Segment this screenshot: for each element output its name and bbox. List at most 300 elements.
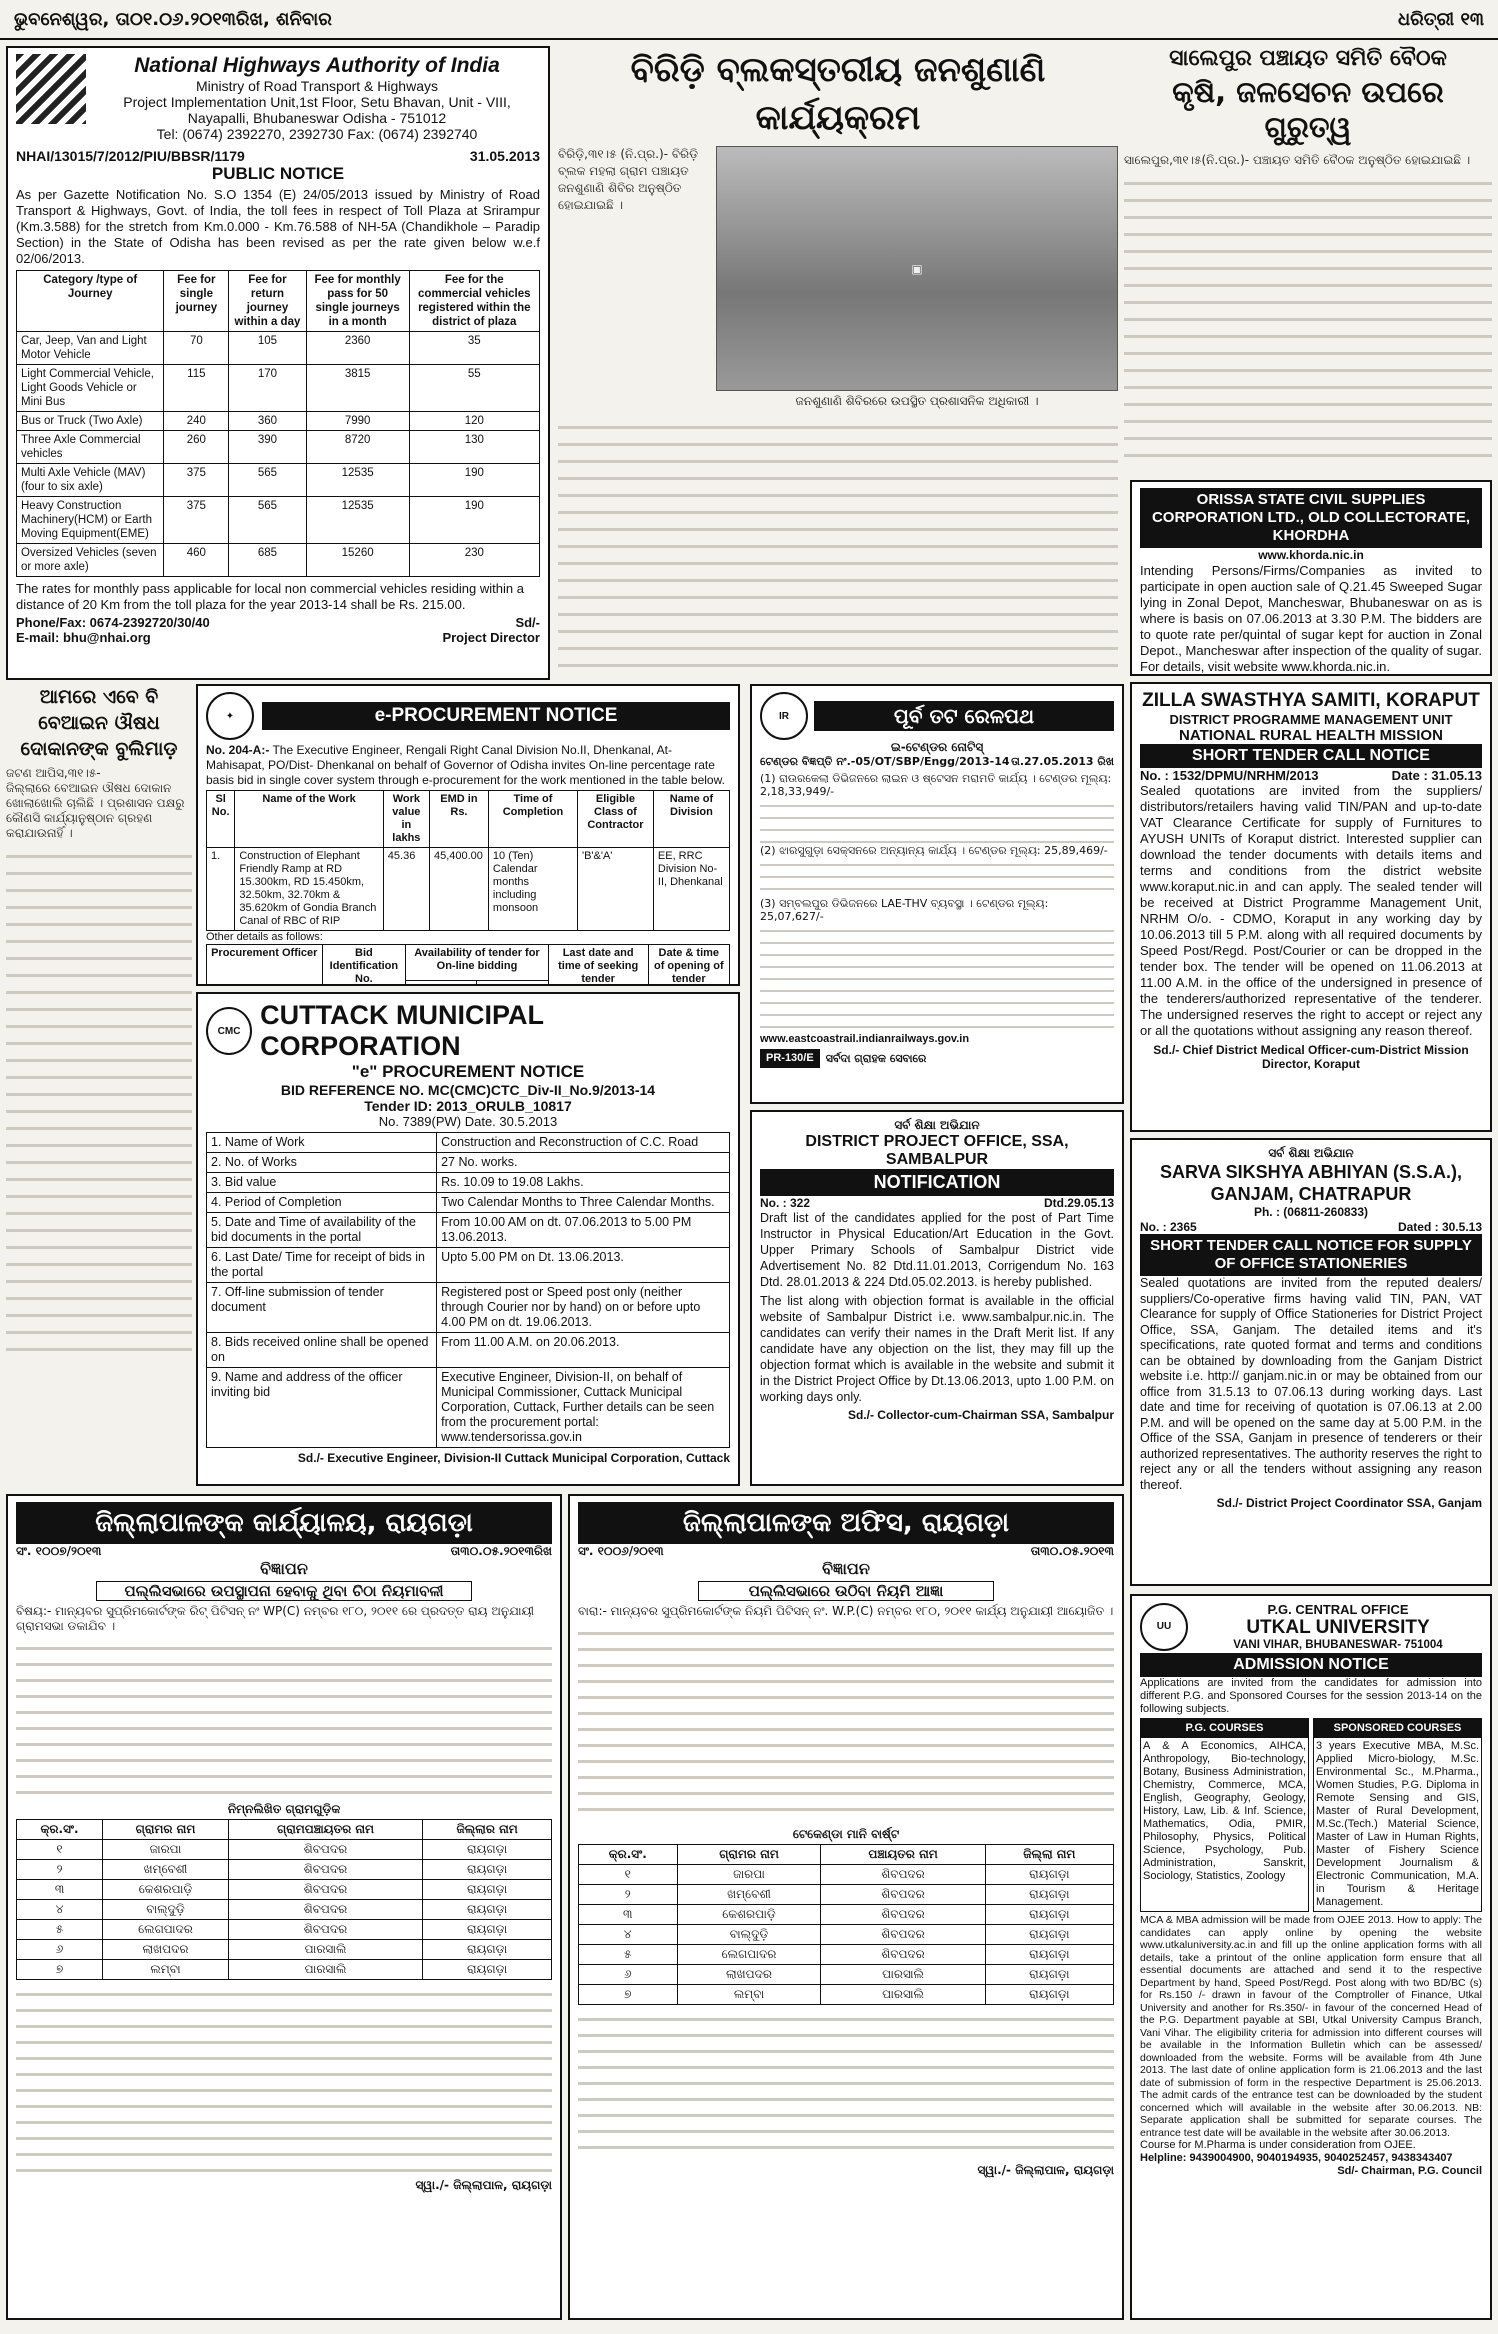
nhai-col-header: Fee for return journey within a day [229,271,306,332]
utkal-sign: Sd/- Chairman, P.G. Council [1337,2165,1482,2177]
nhai-notice [6,46,550,680]
railway-code: PR-130/E [760,1049,820,1068]
table-row [207,1248,730,1283]
table-cell: ୭ [17,1960,103,1980]
sambalpur-ref: No. : 322 [760,1196,811,1210]
drug-dateline: ଜଟଣ ଆପିସ,୩୧।୫- [6,766,101,780]
table-cell: 45.36 [383,848,429,931]
table-row [207,1173,730,1193]
collector-right-sign: ସ୍ୱା./- ଜିଲ୍ଲାପାଳ, ରାୟଗଡ଼ା [977,2163,1114,2177]
utkal-addr: VANI VIHAR, BHUBANESWAR- 751004 [1233,1639,1443,1651]
biridi-dateline: ବିରିଡ଼ି,୩୧।୫ (ନି.ପ୍ର.)- ବିରିଡ଼ି ବ୍ଲକ ମହଲା ଗ୍ରାମ ପଞ୍ଚାୟତ ଜନଶୁଣାଣି ଶିବିର ଅନୁଷ୍ଠିତ ହୋଇଯାଇଛି । [558,147,699,212]
collector-right-notice [568,1494,1124,2320]
village-col-header: କ୍ର.ସଂ. [17,1820,103,1840]
nhai-sign: Project Director [442,630,540,645]
table-cell: 565 [229,497,306,544]
utkal-logo-icon: UU [1140,1603,1188,1651]
table-cell: 8720 [306,431,409,464]
cmc-table [206,1132,730,1448]
nhai-sd: Sd/- [515,615,540,630]
drug-headline: ଆମରେ ଏବେ ବି ବେଆଇନ ଔଷଧ ଦୋକାନଙ୍କ ବୁଲିମାଡ଼ [20,686,178,760]
table-cell: Two Calendar Months to Three Calendar Months. [437,1193,730,1213]
ganjam-sign: Sd./- District Project Coordinator SSA, Ganjam [1216,1496,1482,1510]
cmc-sign: Sd./- Executive Engineer, Division-II Cuttack Municipal Corporation, Cuttack [297,1451,730,1465]
village-col-header: ଜିଲ୍ଲାର ନାମ [423,1820,552,1840]
table-cell: 2. No. of Works [207,1153,437,1173]
table-cell: ରାୟଗଡ଼ା [985,1985,1113,2005]
nhai-org: National Highways Authority of India [134,54,500,77]
collector-right-para: ବାରା:- ମାନ୍ୟବର ସୁପ୍ରିମକୋର୍ଟଙ୍କ ନିୟମି ପିଟିସନ୍ ନଂ. W.P.(C) ନମ୍ବର ୧୮୦, ୨୦୧୧ କାର୍ଯ୍ୟ ଅନୁଯାୟୀ ଆୟୋଜିତ । [578,1604,1114,1618]
table-cell: ଖମ୍ବେଶୀ [677,1885,821,1905]
eproc-body: The Executive Engineer, Rengali Right Canal Division No.II, Dhenkanal, At- Mahisapat, PO/Dist- Dhenkanal on behalf of Governor of Odisha invites On-line percentage rate basis bid in single cover system through e-procurement for the work mentioned in the table below. [206,743,725,787]
biridi-article [558,46,1118,668]
eproc-col-header: Time of Completion [488,791,577,848]
utkal-pg-head: P.G. COURSES [1141,1719,1308,1738]
table-cell: 2360 [306,332,409,365]
eproc-h2-to [477,981,548,986]
table-row [207,1368,730,1448]
table-cell: ୨ [17,1860,103,1880]
table-cell: 7. Off-line submission of tender document [207,1283,437,1333]
table-cell: 260 [164,431,229,464]
table-cell: 1. [207,848,235,931]
biridi-photo: ▣ [716,146,1118,391]
table-row [207,1333,730,1368]
railway-ref: ଟେଣ୍ଡର ବିଜ୍ଞପ୍ତି ନଂ.-05/OT/SBP/Engg/2013-14 [760,755,1010,768]
table-cell: 685 [229,544,306,577]
table-row [17,1840,552,1860]
collector-left-date: ତା୩୦.୦୫.୨୦୧୩ରିଖ [450,1544,552,1558]
table-cell: 3. Bid value [207,1173,437,1193]
utkal-notice-label: ADMISSION NOTICE [1140,1653,1482,1677]
table-cell: ବାଲ୍ଦୁଡ଼ି [677,1925,821,1945]
table-cell: ୪ [17,1900,103,1920]
collector-right-list-title: ଟେକେଣ୍ଡା ମାନି ବାର୍ଷ୍ଟ [792,1827,900,1841]
table-cell: Construction of Elephant Friendly Ramp at RD 15.300km, RD 15.450km, 32.50km, 32.70km & 35.620km of Gondia Branch Canal of RBC of RIP [235,848,383,931]
collector-left-sub: ପଲ୍ଲିସଭାରେ ଉପସ୍ଥାପନା ହେବାକୁ ଥିବା ଚିଠା ନିୟମାବଳୀ [96,1581,472,1601]
table-row [579,1965,1114,1985]
table-cell: ରାୟଗଡ଼ା [423,1880,552,1900]
eproc-other: Other details as follows: [206,931,323,943]
table-cell: Registered post or Speed post only (neither through Courier nor by hand) on or before upto 4.00 PM on dt. 19.06.2013. [437,1283,730,1333]
ganjam-notice [1130,1138,1492,1586]
sambalpur-date: Dtd.29.05.13 [1043,1196,1114,1210]
table-cell: 230 [409,544,539,577]
table-cell: 9. Name and address of the officer inviting bid [207,1368,437,1448]
table-cell: 1. Name of Work [207,1133,437,1153]
eproc-h2-0: Procurement Officer [207,945,323,987]
collector-left-ref: ସଂ. ୧୦୦୭/୨୦୧୩ [16,1544,102,1558]
odisha-emblem-icon: ✦ [206,692,254,740]
utkal-pg: A & A Economics, AIHCA, Anthropology, Bio-technology, Botany, Business Administration, Chemistry, Commerce, MCA, English, Geography, Geology, History, Law, Lib. & Inf. Science, Mathematics, Odia, PMIR, Philosophy, Physics, Political Science, Psychology, Pub. Administration, Sanskrit, Sociology, Statistics, Zoology [1143,1740,1306,1882]
salepur-kicker: ସାଲେପୁର ପଞ୍ଚାୟତ ସମିତି ବୈଠକ [1169,46,1447,71]
table-cell: 3815 [306,365,409,412]
oscsc-site: www.khorda.nic.in [1258,548,1364,562]
table-cell: ଖମ୍ବେଶୀ [103,1860,229,1880]
ganjam-ref: No. : 2365 [1140,1220,1197,1234]
table-cell: ରାୟଗଡ଼ା [423,1840,552,1860]
nhai-unit: Project Implementation Unit,1st Floor, Setu Bhavan, Unit - VIII, [123,94,511,110]
table-cell: Upto 5.00 PM on Dt. 13.06.2013. [437,1248,730,1283]
utkal-sp-head: SPONSORED COURSES [1314,1719,1481,1738]
ganjam-date: Dated : 30.5.13 [1397,1220,1482,1234]
koraput-title: ZILLA SWASTHYA SAMITI, KORAPUT [1142,690,1480,711]
sambalpur-title: DISTRICT PROJECT OFFICE, SSA, SAMBALPUR [805,1133,1069,1168]
nhai-col-header: Fee for monthly pass for 50 single journeys in a month [306,271,409,332]
biridi-caption: ଜନଶୁଣାଣି ଶିବିରରେ ଉପସ୍ଥିତ ପ୍ରଶାସନିକ ଅଧିକାରୀ । [795,394,1039,408]
village-col-header: ଗ୍ରାମପଞ୍ଚାୟତର ନାମ [228,1820,422,1840]
koraput-body: Sealed quotations are invited from the suppliers/ distributors/retailers having valid TIN/PAN and up-to-date VAT Clearance Certificate for supply of Furnitures to AYUSH UNITs of Koraput district. Interested supplier can download the tender documents with details items and terms and conditions from the district website www.koraput.nic.in and can apply. The sealed tender will be received at District Programme Management Unit, NRHM O/o. - CDMO, Koraput in any working day by 10.06.2013 till 5 P.M. along with all required documents by Speed Post/Regd. Post/Courier or can be dropped in the tender box. The tender will be opened on 11.06.2013 at 11.00 A.M. in the office of the undersigned in presence of the tenderers/authorized representative of the tenderer. The undersigned reserves the right to accept or reject any or all the quotations without assigning any reason thereof. [1140,783,1482,1038]
village-col-header: କ୍ର.ସଂ. [579,1845,678,1865]
table-cell: ରାୟଗଡ଼ା [423,1860,552,1880]
table-row [17,464,540,497]
salepur-dateline: ସାଲେପୁର,୩୧।୫(ନି.ପ୍ର.)- ପଞ୍ଚାୟତ ସମିତି ବୈଠକ ଅନୁଷ୍ଠିତ ହୋଇଯାଇଛି । [1124,153,1471,167]
table-cell: 375 [164,497,229,544]
railway-sub: ଇ-ଟେଣ୍ଡର ନୋଟିସ୍ [890,740,984,754]
railway-website: www.eastcoastrail.indianrailways.gov.in [760,1033,970,1045]
village-col-header: ଗ୍ରାମର ନାମ [103,1820,229,1840]
railway-item3: (3) ସମ୍ବଲପୁର ଡିଭିଜନରେ LAE-THV ବ୍ୟବସ୍ଥା । ଟେଣ୍ଡର ମୂଲ୍ୟ: 25,07,627/- [760,897,1049,923]
village-col-header: ଗ୍ରାମର ନାମ [677,1845,821,1865]
table-row [207,1133,730,1153]
table-row [579,1905,1114,1925]
table-row [207,1153,730,1173]
sambalpur-body: Draft list of the candidates applied for the post of Part Time Instructor in Physical Education/Art Education in the Govt. Upper Primary Schools of Sambalpur District vide Advertisement No. 82 Dtd.11.01.2013, Corrigendum No. 163 Dtd. 28.01.2013 & 224 Dtd.05.02.2013. is hereby published. [760,1211,1114,1289]
table-cell: 360 [229,412,306,431]
collector-left-notice [6,1494,562,2320]
eproc-notice [196,684,740,986]
table-cell: ୫ [17,1920,103,1940]
biridi-body-lines [558,416,1118,668]
table-cell: Light Commercial Vehicle, Light Goods Vehicle or Mini Bus [17,365,164,412]
collector-right-title: ଜିଲ୍ଲାପାଳଙ୍କ ଅଫିସ, ରାୟଗଡ଼ା [578,1502,1114,1544]
table-row [17,1940,552,1960]
table-cell: ରାୟଗଡ଼ା [985,1905,1113,1925]
table-cell: ରାୟଗଡ଼ା [423,1920,552,1940]
oscsc-title: ORISSA STATE CIVIL SUPPLIES CORPORATION LTD., OLD COLLECTORATE, KHORDHA [1140,488,1482,548]
drug-text: ଜିଲ୍ଲାରେ ବେଆଇନ ଔଷଧ ଦୋକାନ ଖୋଲାଖୋଲି ଚାଲିଛି । ପ୍ରଶାସନ ପକ୍ଷରୁ କୌଣସି କାର୍ଯ୍ୟାନୁଷ୍ଠାନ ଗ୍ରହଣ କରାଯାଉନାହିଁ । [6,781,185,840]
table-cell: 130 [409,431,539,464]
table-row [207,1283,730,1333]
table-cell: ପାରସାଲି [228,1960,422,1980]
table-cell: ୬ [17,1940,103,1960]
table-cell: ରାୟଗଡ଼ା [985,1925,1113,1945]
collector-left-title: ଜିଲ୍ଲାପାଳଙ୍କ କାର୍ଯ୍ୟାଳୟ, ରାୟଗଡ଼ା [16,1502,552,1544]
eproc-h2-2: Availability of tender for On-line bidding [406,945,548,981]
table-cell: ୪ [579,1925,678,1945]
table-cell: ରାୟଗଡ଼ା [985,1965,1113,1985]
table-cell: 120 [409,412,539,431]
cmc-sub: "e" PROCUREMENT NOTICE [351,1062,585,1081]
nhai-address: Nayapalli, Bhubaneswar Odisha - 751012 [187,110,447,126]
table-cell: 105 [229,332,306,365]
eproc-col-header: Name of the Work [235,791,383,848]
table-row [17,1960,552,1980]
railway-lines-2 [760,857,1114,897]
table-cell: କେଶରପାଡ଼ି [677,1905,821,1925]
railway-lines-3 [760,923,1114,1033]
table-cell: Multi Axle Vehicle (MAV) (four to six axle) [17,464,164,497]
nhai-title: PUBLIC NOTICE [211,164,345,183]
railway-item2: (2) ଝାରସୁଗୁଡ଼ା ସେକ୍ସନରେ ଅନ୍ୟାନ୍ୟ କାର୍ଯ୍ୟ । ଟେଣ୍ଡର ମୂଲ୍ୟ: 25,89,469/- [760,844,1108,857]
table-cell: 190 [409,464,539,497]
table-cell: Car, Jeep, Van and Light Motor Vehicle [17,332,164,365]
salepur-headline: କୃଷି, ଜଳସେଚନ ଉପରେ ଗୁରୁତ୍ୱ [1172,75,1444,144]
table-cell: ରାୟଗଡ଼ା [985,1945,1113,1965]
koraput-sub2: NATIONAL RURAL HEALTH MISSION [1179,727,1443,744]
table-row [579,1925,1114,1945]
eproc-h2-4: Date & time of opening of tender [648,945,729,987]
nhai-logo-icon [16,54,86,124]
table-cell: ୩ [579,1905,678,1925]
table-cell: ୨ [579,1885,678,1905]
table-cell: କେଶରପାଡ଼ି [103,1880,229,1900]
salepur-body-lines [1124,172,1492,462]
nhai-ref: NHAI/13015/7/2012/PIU/BBSR/1179 [16,148,245,164]
utkal-helpline: Helpline: 9439004900, 9040194935, 9040252457, 9438343407 [1140,2152,1453,2164]
table-row [17,497,540,544]
table-cell: ଶିବପଦର [821,1905,985,1925]
utkal-office: P.G. CENTRAL OFFICE [1267,1602,1409,1617]
koraput-sub1: DISTRICT PROGRAMME MANAGEMENT UNIT [1169,712,1453,727]
table-row [579,1945,1114,1965]
collector-left-lines [16,1638,552,1798]
collector-right-ref: ସଂ. ୧୦୦୬/୨୦୧୩ [578,1544,664,1558]
table-cell: ଶିବପଦର [821,1865,985,1885]
village-col-header: ଜିଲ୍ଲା ନାମ [985,1845,1113,1865]
collector-right-table [578,1844,1114,2005]
table-cell: Heavy Construction Machinery(HCM) or Earth Moving Equipment(EME) [17,497,164,544]
table-cell: ଶିବପଦର [821,1885,985,1905]
table-cell: ରାୟଗଡ଼ା [985,1865,1113,1885]
table-cell: 115 [164,365,229,412]
eproc-title: e-PROCUREMENT NOTICE [262,702,730,730]
cmc-title: CUTTACK MUNICIPAL CORPORATION [260,1000,544,1061]
table-cell: ପାରସାଲି [821,1965,985,1985]
table-cell: 5. Date and Time of availability of the bid documents in the portal [207,1213,437,1248]
table-cell: Rs. 10.09 to 19.08 Lakhs. [437,1173,730,1193]
table-cell: 70 [164,332,229,365]
sambalpur-notice [750,1110,1124,1486]
nhai-email: E-mail: bhu@nhai.org [16,630,151,645]
table-row [17,1880,552,1900]
table-row [579,1865,1114,1885]
table-cell: 'B'&'A' [578,848,654,931]
table-cell: 460 [164,544,229,577]
table-cell: ଜାରପା [677,1865,821,1885]
table-row [207,1193,730,1213]
nhai-col-header: Category /type of Journey [17,271,164,332]
collector-left-lines-2 [16,1984,552,2174]
railway-lines-1 [760,798,1114,844]
table-cell: ପାରସାଲି [821,1985,985,2005]
table-cell: ୧ [17,1840,103,1860]
table-row [17,1860,552,1880]
table-cell: ଶିବପଦର [228,1900,422,1920]
table-row [17,1900,552,1920]
table-cell: ଶିବପଦର [228,1880,422,1900]
table-cell: ରାୟଗଡ଼ା [985,1885,1113,1905]
header-date: ଭୁବନେଶ୍ୱର, ତା୦୧.୦୬.୨୦୧୩ରିଖ, ଶନିବାର [14,8,332,30]
table-cell: ଲମ୍ବା [103,1960,229,1980]
table-cell: 27 No. works. [437,1153,730,1173]
cmc-no: No. 7389(PW) Date. 30.5.2013 [378,1114,558,1129]
collector-left-table [16,1819,552,1980]
utkal-title: UTKAL UNIVERSITY [1246,1617,1430,1638]
table-cell: Oversized Vehicles (seven or more axle) [17,544,164,577]
table-cell: Construction and Reconstruction of C.C. Road [437,1133,730,1153]
oscsc-notice [1130,480,1492,676]
table-row [17,1920,552,1940]
eproc-h2-1: Bid Identification No. [322,945,406,987]
table-row [579,1985,1114,2005]
nhai-phone: Phone/Fax: 0674-2392720/30/40 [16,615,210,630]
table-cell: Three Axle Commercial vehicles [17,431,164,464]
railway-footer: ସର୍ବଦା ଗ୍ରାହକ ସେବାରେ [825,1052,927,1065]
collector-right-lines-2 [578,2009,1114,2159]
table-cell: 45,400.00 [429,848,488,931]
table-row [17,431,540,464]
railway-logo-icon: IR [760,692,808,740]
table-cell: Bus or Truck (Two Axle) [17,412,164,431]
koraput-sign: Sd./- Chief District Medical Officer-cum-District Mission Director, Koraput [1153,1043,1469,1071]
table-row [579,1885,1114,1905]
collector-left-list-title: ନିମ୍ନଲିଖିତ ଗ୍ରାମଗୁଡ଼ିକ [227,1802,341,1816]
table-cell: 4. Period of Completion [207,1193,437,1213]
cmc-tender: Tender ID: 2013_ORULB_10817 [364,1098,572,1114]
railway-date: ତା.27.05.2013 ରିଖ [1011,755,1114,768]
village-col-header: ପଞ୍ଚାୟତର ନାମ [821,1845,985,1865]
table-cell: 190 [409,497,539,544]
biridi-headline: ବିରିଡ଼ି ବ୍ଲକସ୍ତରୀୟ ଜନଶୁଣାଣି କାର୍ଯ୍ୟକ୍ରମ [630,50,1046,138]
table-row [207,1213,730,1248]
table-cell: From 11.00 A.M. on 20.06.2013. [437,1333,730,1368]
eproc-col-header: Sl No. [207,791,235,848]
nhai-fee-table [16,270,540,577]
collector-right-head: ବିଜ୍ଞାପନ [822,1559,870,1578]
sambalpur-sign: Sd./- Collector-cum-Chairman SSA, Sambalpur [847,1408,1114,1422]
table-cell: ଲାଖପଦର [677,1965,821,1985]
table-cell: 170 [229,365,306,412]
table-cell: 12535 [306,497,409,544]
table-cell: From 10.00 AM on dt. 07.06.2013 to 5.00 PM 13.06.2013. [437,1213,730,1248]
table-row [17,332,540,365]
table-cell: 375 [164,464,229,497]
table-cell: ଶିବପଦର [228,1920,422,1940]
koraput-notice-label: SHORT TENDER CALL NOTICE [1140,744,1482,768]
railway-title: ପୂର୍ବ ତଟ ରେଳପଥ [814,701,1114,731]
table-cell: 6. Last Date/ Time for receipt of bids in the portal [207,1248,437,1283]
table-cell: ଲାଖପଦର [103,1940,229,1960]
nhai-ministry: Ministry of Road Transport & Highways [196,78,438,94]
table-cell: ୭ [579,1985,678,2005]
table-cell: 390 [229,431,306,464]
railway-item1: (1) ରାଉରକେଲା ଡିଭିଜନରେ ଲାଇନ ଓ ଷ୍ଟେସନ ମରାମତି କାର୍ଯ୍ୟ । ଟେଣ୍ଡର ମୂଲ୍ୟ: 2,18,33,949/- [760,772,1112,798]
table-cell: ଲେଗପାଦର [677,1945,821,1965]
eproc-col-header: Eligible Class of Contractor [578,791,654,848]
nhai-date: 31.05.2013 [469,148,540,164]
collector-right-sub: ପଲ୍ଲିସଭାରେ ଉଠିବା ନିୟମି ଆଜ୍ଞା [698,1581,994,1601]
collector-right-lines [578,1623,1114,1823]
collector-left-head: ବିଜ୍ଞାପନ [260,1559,308,1578]
utkal-notice [1130,1594,1492,2320]
table-row [17,544,540,577]
header-page: ଧରିତ୍ରୀ ୧୩ [1397,8,1484,30]
table-cell: ଶିବପଦର [821,1925,985,1945]
ganjam-notice-label: SHORT TENDER CALL NOTICE FOR SUPPLY OF OFFICE STATIONERIES [1140,1234,1482,1276]
sambalpur-notice-label: NOTIFICATION [760,1169,1114,1196]
nhai-col-header: Fee for the commercial vehicles registered within the district of plaza [409,271,539,332]
table-cell: ୫ [579,1945,678,1965]
eproc-col-header: Work value in lakhs [383,791,429,848]
eproc-table-2 [206,944,730,986]
koraput-notice [1130,682,1492,1132]
eproc-h2-from [406,981,477,986]
table-cell: ରାୟଗଡ଼ା [423,1900,552,1920]
cmc-bidref: BID REFERENCE NO. MC(CMC)CTC_Div-II_No.9/2013-14 [280,1082,656,1098]
table-cell: ଶିବପଦର [228,1860,422,1880]
table-cell: ଲମ୍ବା [677,1985,821,2005]
utkal-intro: Applications are invited from the candidates for admission into different P.G. and Sponsored Courses for the session 2013-14 on the following subjects. [1140,1677,1482,1715]
eproc-col-header: Name of Division [653,791,729,848]
eproc-h2-3: Last date and time of seeking tender [548,945,648,987]
page-header [0,0,1498,40]
cmc-logo-icon: CMC [206,1007,252,1055]
ganjam-body: Sealed quotations are invited from the reputed dealers/ suppliers/Co-operative firms having valid TIN, PAN, VAT Clearance for supply of Office Stationeries for District Project Office, SSA, Ganjam. The detailed items and it's specifications, rate quoted format and terms and conditions can be obtained by downloading from the Ganjam District website i.e. http:// ganjam.nic.in or may be obtained from our office from 31.5.13 to 07.06.13 during working days. Last date and time for receiving of quotation is 07.06.13 at 2.00 P.M. and will be opened on the same day at 5.00 P.M. in the Office of the SSA, Ganjam in presence of tenderers or their authorized representatives. The authority reserves the right to reject any or all the tenders without assigning any reason thereof. [1140,1276,1482,1492]
table-cell: 35 [409,332,539,365]
table-cell: 565 [229,464,306,497]
ganjam-title: SARVA SIKSHYA ABHIYAN (S.S.A.), GANJAM, CHATRAPUR [1159,1162,1463,1204]
table-cell: ବାଲ୍ଦୁଡ଼ି [103,1900,229,1920]
nhai-body: As per Gazette Notification No. S.O 1354 (E) 24/05/2013 issued by Ministry of Road Transport & Highways, Govt. of India, the toll fees in respect of Toll Plaza at Srirampur (Km.3.588) for the stretch from Km.0.000 - Km.76.588 of NH-5A (Chandikhole – Paradip Section) in the State of Odisha has been revised as per the rate given below w.e.f 02/06/2013. [16,187,540,266]
table-cell: ପାରସାଲି [228,1940,422,1960]
table-cell: 8. Bids received online shall be opened on [207,1333,437,1368]
ganjam-ph: Ph. : (06811-260833) [1253,1205,1369,1219]
drug-body-lines [6,845,192,1365]
table-cell: 55 [409,365,539,412]
eproc-table [206,790,730,931]
table-cell: 7990 [306,412,409,431]
oscsc-body: Intending Persons/Firms/Companies as invited to participate in open auction sale of Q.21.45 Sweeped Sugar lying in Zonal Depot, Mancheswar, Bhubaneswar on as is where is basis on 07.06.2013 at 3.30 P.M. The bidders are to quote rate per/quintal of sugar kept for auction in Zonal Depot., Mancheswar after inspection of the quality of sugar. For details, visit website www.khorda.nic.in. [1140,563,1482,674]
table-cell: 15260 [306,544,409,577]
table-cell: 10 (Ten) Calendar months including monsoon [488,848,577,931]
collector-right-date: ତା୩୦.୦୫.୨୦୧୩ [1030,1544,1114,1558]
utkal-sp: 3 years Executive MBA, M.Sc. Applied Micro-biology, M.Sc. Environmental Sc., M.Pharma., Women Studies, P.G. Diploma in Remote Sensing and GIS, Master of Rural Development, M.Sc.(Tech.) Material Science, Master of Law in Human Rights, Master of Fishery Science Development Journalism & Electronic Communication, M.A. in Tourism & Heritage Management. [1316,1740,1479,1908]
salepur-article [1124,46,1492,476]
koraput-ref: No. : 1532/DPMU/NRHM/2013 [1140,768,1319,783]
table-cell: ଲେଗପାଦର [103,1920,229,1940]
sambalpur-logo: ସର୍ବ ଶିକ୍ଷା ଅଭିଯାନ [894,1118,980,1132]
collector-left-para: ବିଷୟ:- ମାନ୍ୟବର ସୁପ୍ରିମକୋର୍ଟଙ୍କ ରିଟ୍ ପିଟିସନ୍ ନଂ WP(C) ନମ୍ବର ୧୮୦, ୨୦୧୧ ରେ ପ୍ରଦତ୍ତ ରାୟ ଅନୁଯାୟୀ ଗ୍ରାମସଭା ଡକାଯିବ । [16,1604,535,1633]
table-cell: ରାୟଗଡ଼ା [423,1940,552,1960]
table-cell: 12535 [306,464,409,497]
table-cell: ଜାରପା [103,1840,229,1860]
cmc-notice [196,992,740,1486]
table-row [17,365,540,412]
nhai-tel: Tel: (0674) 2392270, 2392730 Fax: (0674) 2392740 [156,126,478,142]
table-cell: Executive Engineer, Division-II, on behalf of Municipal Commissioner, Cuttack Municipal Corporation, Cuttack, Further details can be seen from the procurement portal: www.tendersorissa.gov.in [437,1368,730,1448]
eproc-ref: No. 204-A:- [206,743,270,757]
table-cell: ରାୟଗଡ଼ା [423,1960,552,1980]
table-cell: EE, RRC Division No-II, Dhenkanal [653,848,729,931]
railway-notice [750,684,1124,1104]
nhai-col-header: Fee for single journey [164,271,229,332]
table-cell: 240 [164,412,229,431]
table-cell: ୧ [579,1865,678,1885]
eproc-col-header: EMD in Rs. [429,791,488,848]
utkal-note: Course for M.Pharma is under consideration from OJEE. [1140,2139,1416,2151]
table-cell: ୬ [579,1965,678,1985]
